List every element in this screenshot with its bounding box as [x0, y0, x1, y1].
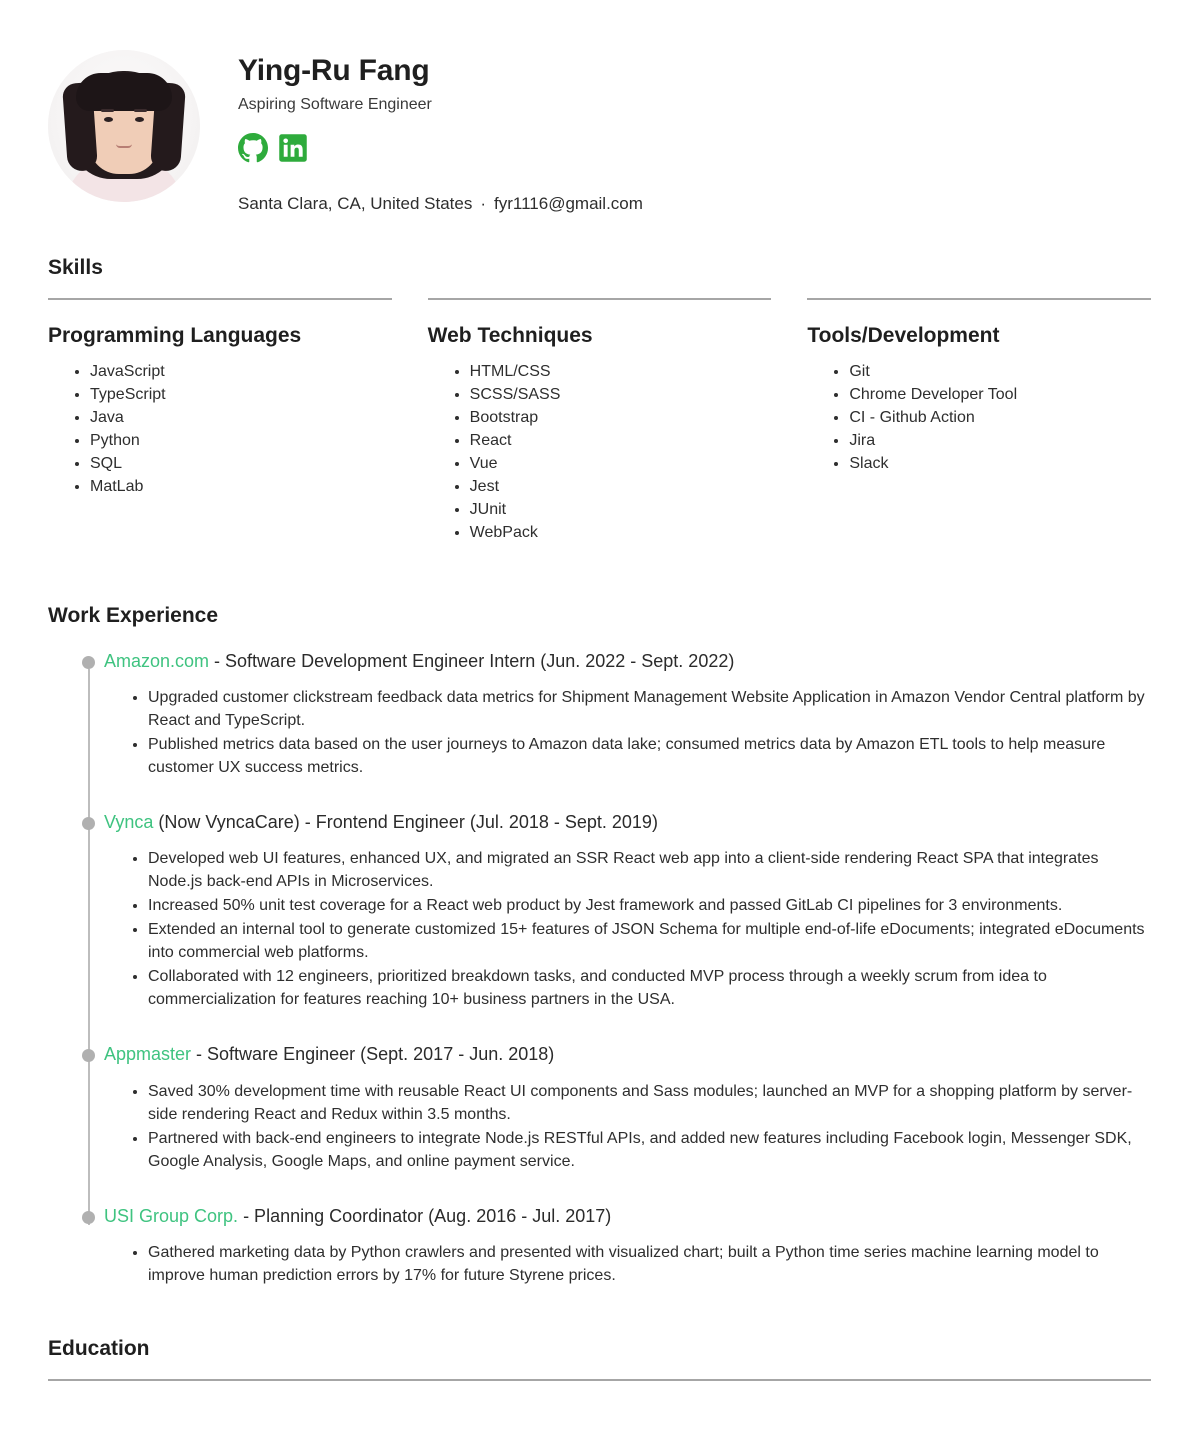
work-entry-bullets — [104, 1080, 1151, 1173]
divider — [48, 298, 392, 300]
education-heading: Education — [48, 1337, 150, 1361]
skill-column-heading: Tools/Development — [807, 323, 1000, 347]
work-entry-bullets — [104, 847, 1151, 1011]
work-entry-bullets — [104, 686, 1151, 779]
list-item: • React — [470, 429, 772, 452]
list-item: • Jira — [849, 429, 1151, 452]
skills-heading: Skills — [48, 255, 103, 279]
work-entry-bullets — [104, 1241, 1151, 1287]
list-item: • Python — [90, 429, 392, 452]
list-item: • Vue — [470, 452, 772, 475]
timeline-dot — [82, 817, 95, 830]
list-item: • Extended an internal tool to generate customized 15+ features of JSON Schema for multiple end-of-life eDocuments; integrated eDocuments into commercial web platforms. — [148, 918, 1151, 964]
list-item: • Slack — [849, 452, 1151, 475]
list-item: • Collaborated with 12 engineers, prioritized breakdown tasks, and conducted MVP process through a weekly scrum from idea to commercialization for features reaching 10+ business partners in the USA. — [148, 965, 1151, 1011]
contact-separator: · — [480, 193, 487, 213]
list-item: • Published metrics data based on the user journeys to Amazon data lake; consumed metrics data by Amazon ETL tools to help measure customer UX success metrics. — [148, 733, 1151, 779]
work-entry-org[interactable]: Amazon.com — [104, 650, 210, 671]
skill-column-heading: Web Techniques — [427, 323, 593, 347]
skill-list — [48, 360, 392, 498]
skills-divider-row — [48, 298, 1151, 300]
skills-section — [48, 256, 1151, 544]
timeline-dot — [82, 1049, 95, 1062]
work-entry-role: (Now VyncaCare) - Frontend Engineer (Jul. 2018 - Sept. 2019) — [153, 811, 658, 832]
work-entry-role: - Planning Coordinator (Aug. 2016 - Jul. 2017) — [238, 1205, 612, 1226]
work-entry-title — [104, 1205, 1151, 1228]
list-item: • JUnit — [470, 498, 772, 521]
job-subtitle: Aspiring Software Engineer — [238, 95, 432, 113]
skill-column-programming-languages — [48, 324, 392, 544]
list-item: • CI - Github Action — [849, 406, 1151, 429]
work-entry-title — [104, 1043, 1151, 1066]
work-entry-role: - Software Development Engineer Intern (Jun. 2022 - Sept. 2022) — [209, 650, 735, 671]
list-item: • HTML/CSS — [470, 360, 772, 383]
list-item: • Git — [849, 360, 1151, 383]
list-item: • Bootstrap — [470, 406, 772, 429]
resume-header — [48, 0, 1151, 214]
list-item: • WebPack — [470, 521, 772, 544]
list-item: • Jest — [470, 475, 772, 498]
list-item: • Java — [90, 406, 392, 429]
timeline-dot — [82, 656, 95, 669]
divider — [428, 298, 772, 300]
skill-list — [428, 360, 772, 544]
timeline-dot — [82, 1211, 95, 1224]
list-item: • TypeScript — [90, 383, 392, 406]
divider — [807, 298, 1151, 300]
divider — [48, 1379, 1151, 1381]
github-icon[interactable] — [238, 133, 268, 168]
list-item: • SCSS/SASS — [470, 383, 772, 406]
header-info — [238, 50, 643, 214]
work-entry — [104, 650, 1151, 779]
list-item: • Increased 50% unit test coverage for a React web product by Jest framework and passed GitLab CI pipelines for 3 environments. — [148, 894, 1151, 917]
avatar-container — [48, 50, 200, 202]
location-text: Santa Clara, CA, United States — [238, 193, 473, 213]
list-item: • Partnered with back-end engineers to integrate Node.js RESTful APIs, and added new features including Facebook login, Messenger SDK, Google Analysis, Google Maps, and online payment service. — [148, 1127, 1151, 1173]
social-links — [238, 133, 643, 168]
list-item: • Chrome Developer Tool — [849, 383, 1151, 406]
work-entry-title — [104, 811, 1151, 834]
work-entry — [104, 811, 1151, 1011]
email-text[interactable]: fyr1116@gmail.com — [494, 193, 643, 213]
list-item: • MatLab — [90, 475, 392, 498]
list-item: • Gathered marketing data by Python crawlers and presented with visualized chart; built a Python time series machine learning model to improve human prediction errors by 17% for future Styrene prices. — [148, 1241, 1151, 1287]
work-experience-section — [48, 604, 1151, 1288]
list-item: • JavaScript — [90, 360, 392, 383]
work-timeline — [48, 650, 1151, 1288]
skill-column-web-techniques — [428, 324, 772, 544]
list-item: • SQL — [90, 452, 392, 475]
work-entry — [104, 1043, 1151, 1172]
work-entry-title — [104, 650, 1151, 673]
work-entry-org[interactable]: USI Group Corp. — [104, 1205, 239, 1226]
skill-column-heading: Programming Languages — [48, 323, 302, 347]
timeline-line — [88, 669, 90, 1226]
list-item: • Developed web UI features, enhanced UX, and migrated an SSR React web app into a client-side rendering React SPA that integrates Node.js back-end APIs in Microservices. — [148, 847, 1151, 893]
work-experience-heading: Work Experience — [48, 603, 219, 627]
work-entry-role: - Software Engineer (Sept. 2017 - Jun. 2018) — [191, 1044, 555, 1065]
list-item: • Upgraded customer clickstream feedback data metrics for Shipment Management Website Application in Amazon Vendor Central platform by React and TypeScript. — [148, 686, 1151, 732]
contact-line — [238, 194, 643, 214]
work-entry — [104, 1205, 1151, 1287]
page-title: Ying-Ru Fang — [238, 54, 430, 87]
skill-column-tools-development — [807, 324, 1151, 544]
education-section — [48, 1337, 1151, 1381]
list-item: • Saved 30% development time with reusable React UI components and Sass modules; launched an MVP for a shopping platform by server-side rendering React and Redux within 3.5 months. — [148, 1080, 1151, 1126]
skill-list — [807, 360, 1151, 475]
avatar — [48, 50, 200, 202]
skills-columns — [48, 324, 1151, 544]
linkedin-icon[interactable] — [278, 133, 308, 168]
work-entry-org[interactable]: Appmaster — [104, 1044, 192, 1065]
work-entry-org[interactable]: Vynca — [104, 811, 154, 832]
